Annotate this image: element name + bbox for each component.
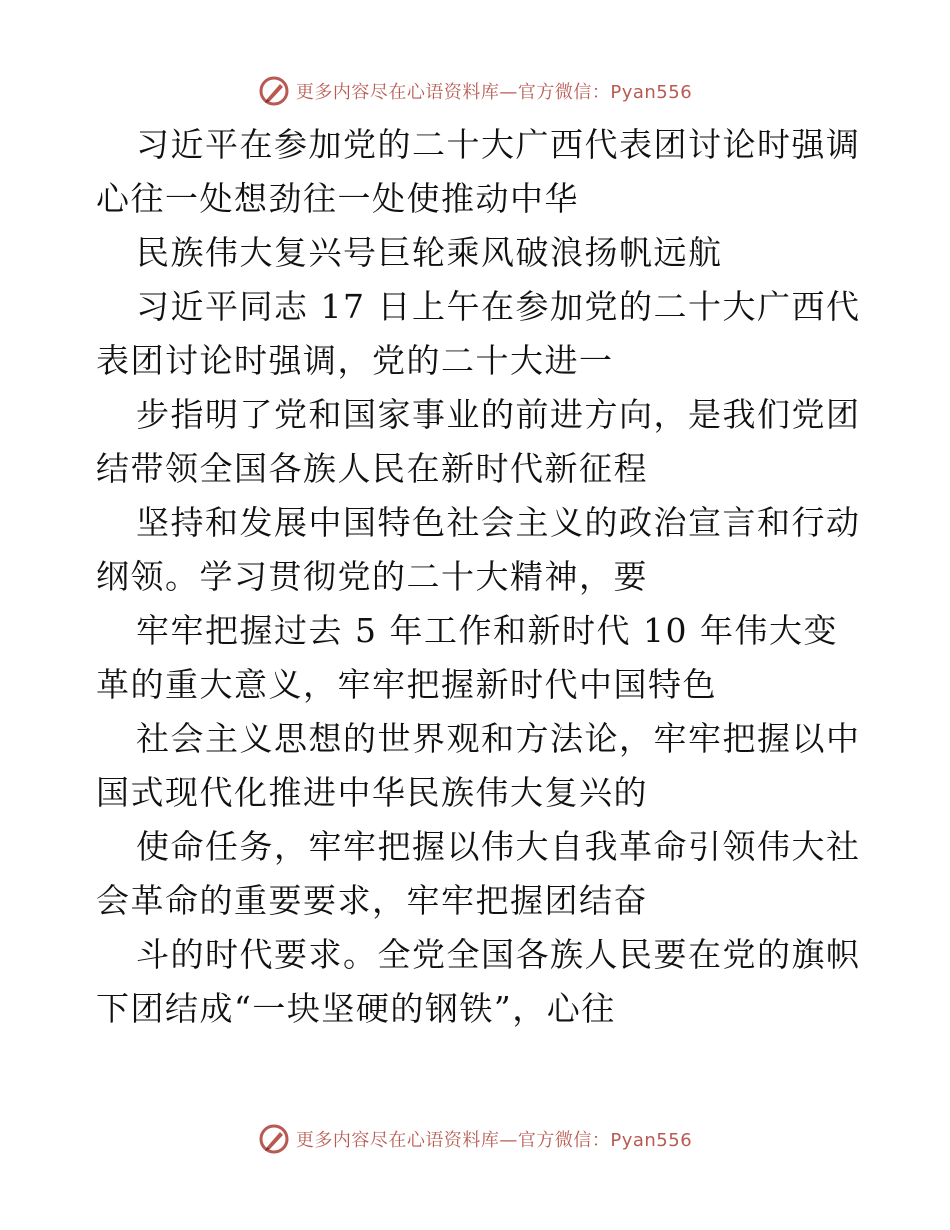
body-line: 牢牢把握过去 5 年工作和新时代 10 年伟大变 bbox=[136, 611, 838, 650]
body-line: 步指明了党和国家事业的前进方向，是我们党团 bbox=[136, 395, 861, 434]
body-line: 坚持和发展中国特色社会主义的政治宣言和行动 bbox=[136, 503, 861, 542]
pen-circle-logo-icon bbox=[258, 75, 290, 107]
header-banner-text: 更多内容尽在心语资料库—官方微信：Pyan556 bbox=[295, 82, 693, 103]
body-line: 国式现代化推进中华民族伟大复兴的 bbox=[96, 773, 648, 812]
body-line: 表团讨论时强调，党的二十大进一 bbox=[96, 341, 614, 380]
body-line: 结带领全国各族人民在新时代新征程 bbox=[96, 449, 648, 488]
body-line: 革的重大意义，牢牢把握新时代中国特色 bbox=[96, 665, 717, 704]
body-line: 会革命的重要要求，牢牢把握团结奋 bbox=[96, 881, 648, 920]
body-line: 社会主义思想的世界观和方法论，牢牢把握以中 bbox=[136, 719, 861, 758]
body-line: 纲领。学习贯彻党的二十大精神，要 bbox=[96, 557, 648, 596]
body-line: 民族伟大复兴号巨轮乘风破浪扬帆远航 bbox=[136, 233, 723, 272]
pen-circle-logo-icon bbox=[258, 1123, 290, 1155]
body-line: 使命任务，牢牢把握以伟大自我革命引领伟大社 bbox=[136, 827, 861, 866]
footer-banner bbox=[0, 1119, 950, 1159]
body-line: 下团结成“一块坚硬的钢铁”，心往 bbox=[96, 989, 616, 1028]
body-line: 习近平同志 17 日上午在参加党的二十大广西代 bbox=[136, 287, 861, 326]
footer-banner-text: 更多内容尽在心语资料库—官方微信：Pyan556 bbox=[295, 1130, 693, 1151]
document-body bbox=[96, 118, 861, 1036]
body-line: 心往一处想劲往一处使推动中华 bbox=[96, 179, 579, 218]
body-line: 斗的时代要求。全党全国各族人民要在党的旗帜 bbox=[136, 935, 861, 974]
body-line: 习近平在参加党的二十大广西代表团讨论时强调 bbox=[136, 125, 861, 164]
header-banner bbox=[0, 71, 950, 111]
